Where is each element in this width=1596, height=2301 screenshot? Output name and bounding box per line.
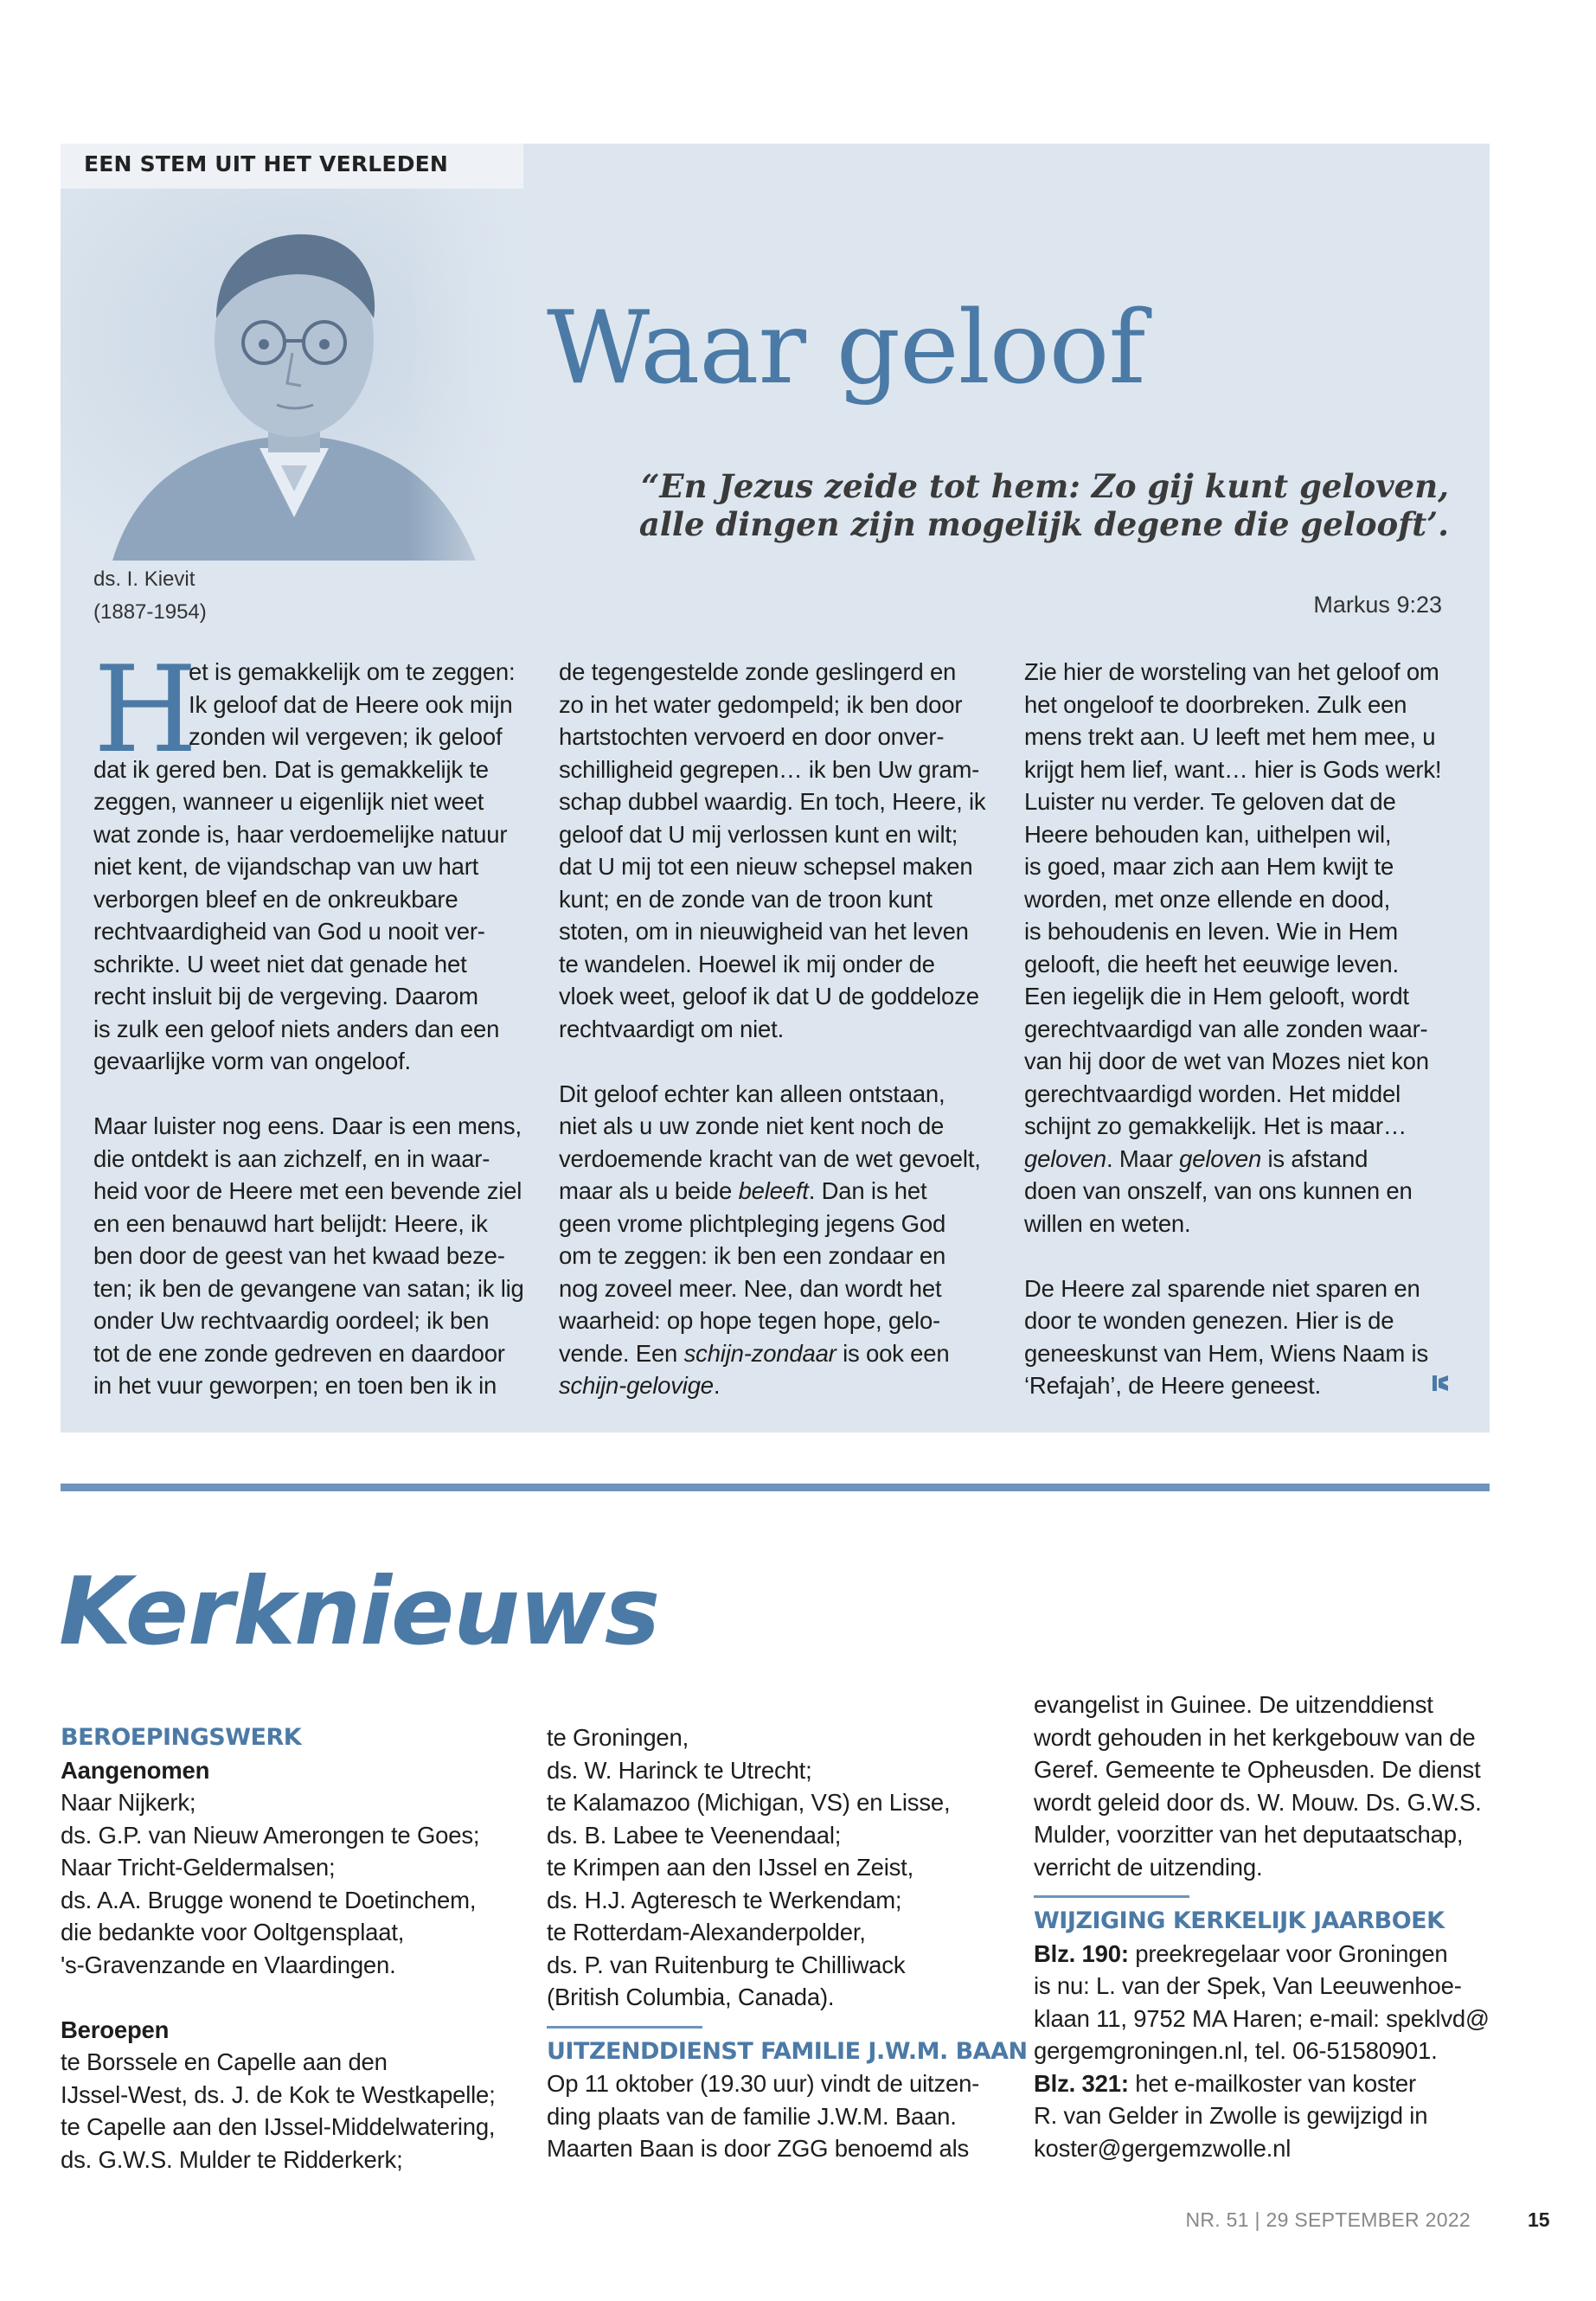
drop-cap: H: [93, 640, 198, 779]
news-line: Naar Nijkerk;: [61, 1789, 196, 1816]
news-line: ds. B. Labee te Veenendaal;: [547, 1821, 842, 1849]
text-line: zo in het water gedompeld; ik ben door: [559, 690, 963, 718]
news-line: te Capelle aan den IJssel-Middelwatering,: [61, 2113, 496, 2140]
text-line: niet als u uw zonde niet kent noch de: [559, 1112, 945, 1139]
text-line: Zie hier de worsteling van het geloof om: [1024, 658, 1439, 685]
text-line: dat ik gered ben. Dat is gemakkelijk te: [93, 755, 489, 783]
blz-label: Blz. 321:: [1034, 2069, 1129, 2097]
text-line: Heere behouden kan, uithelpen wil,: [1024, 820, 1392, 848]
text-line: Luister nu verder. Te geloven dat de: [1024, 788, 1396, 815]
news-column-2: [547, 1721, 1031, 2165]
text-span: het e-mailkoster van koster: [1128, 2069, 1416, 2097]
text-line: schrikte. U weet niet dat genade het: [93, 950, 467, 977]
news-line: Op 11 oktober (19.30 uur) vindt de uitzen-: [547, 2070, 980, 2097]
text-line: wat zonde is, haar verdoemelijke natuur: [93, 820, 508, 848]
news-line: [1034, 2067, 1518, 2100]
text-line: die ontdekt is aan zichzelf, en in waar-: [93, 1144, 490, 1172]
news-line: evangelist in Guinee. De uitzenddienst: [1034, 1691, 1433, 1718]
news-line: ds. P. van Ruitenburg te Chilliwack: [547, 1951, 906, 1978]
text-span: preekregelaar voor Groningen: [1128, 1939, 1448, 1967]
news-divider: [1034, 1895, 1189, 1898]
text-line: Een iegelijk die in Hem gelooft, wordt: [1024, 983, 1409, 1009]
news-line: te Borssele en Capelle aan den: [61, 2048, 388, 2075]
text-line: onder Uw rechtvaardig oordeel; ik ben: [93, 1307, 490, 1334]
text-line: heid voor de Heere met een bevende ziel: [93, 1177, 522, 1204]
italic-geloven: geloven: [1024, 1144, 1106, 1172]
text-span: maar als u beide: [559, 1177, 733, 1204]
news-line: wordt gehouden in het kerkgebouw van de: [1034, 1723, 1476, 1751]
text-line: vloek weet, geloof ik dat U de goddeloze: [559, 983, 979, 1009]
article-title: Waar geloof: [547, 290, 1145, 407]
text-line: van hij door de wet van Mozes niet kon: [1024, 1048, 1429, 1074]
text-line: et is gemakkelijk om te zeggen:: [189, 658, 516, 685]
text-line: is goed, maar zich aan Hem kwijt te: [1024, 853, 1394, 880]
news-line: ds. G.P. van Nieuw Amerongen te Goes;: [61, 1821, 480, 1849]
issue-info: NR. 51 | 29 SEPTEMBER 2022: [1185, 2208, 1471, 2231]
text-line: kunt; en de zonde van de troon kunt: [559, 885, 933, 913]
news-line: gergemgroningen.nl, tel. 06-51580901.: [1034, 2037, 1438, 2064]
news-subheading-jaarboek: WIJZIGING KERKELIJK JAARBOEK: [1034, 1907, 1445, 1934]
news-subheading-beroepingswerk: BEROEPINGSWERK: [61, 1724, 302, 1751]
text-line: gelooft, die heeft het eeuwige leven.: [1024, 950, 1399, 977]
section-label: EEN STEM UIT HET VERLEDEN: [84, 151, 449, 176]
text-line: gevaarlijke vorm van ongeloof.: [93, 1048, 411, 1074]
text-line: doen van onszelf, van ons kunnen en: [1024, 1177, 1413, 1204]
text-line: dat U mij tot een nieuw schepsel maken: [559, 853, 973, 880]
author-caption: [93, 563, 207, 629]
text-line: tot de ene zonde gedreven en daardoor: [93, 1339, 505, 1367]
text-line: willen en weten.: [1024, 1209, 1191, 1237]
news-line: te Kalamazoo (Michigan, VS) en Lisse,: [547, 1789, 951, 1816]
text-line: en een benauwd hart belijdt: Heere, ik: [93, 1209, 488, 1237]
news-line: ds. G.W.S. Mulder te Ridderkerk;: [61, 2145, 403, 2173]
article-column-2: [559, 656, 1026, 1402]
text-span: . Dan is het: [808, 1177, 927, 1204]
news-line: ds. W. Harinck te Utrecht;: [547, 1756, 812, 1784]
author-name: ds. I. Kievit: [93, 567, 195, 591]
text-line: [559, 1337, 1026, 1370]
author-years: (1887-1954): [93, 600, 207, 624]
text-line: gerechtvaardigd van alle zonden waar-: [1024, 1015, 1428, 1042]
text-line: stoten, om in nieuwigheid van het leven: [559, 918, 969, 945]
text-span: . Maar: [1106, 1144, 1180, 1172]
text-span: .: [713, 1372, 721, 1399]
text-line: geen vrome plichtpleging jegens God: [559, 1209, 946, 1237]
news-line: ds. H.J. Agteresch te Werkendam;: [547, 1886, 902, 1913]
news-line: die bedankte voor Ooltgensplaat,: [61, 1919, 405, 1945]
blz-label: Blz. 190:: [1034, 1939, 1129, 1967]
news-heading: Kerknieuws: [59, 1558, 660, 1666]
text-span: is ook een: [836, 1339, 950, 1367]
bible-quote-line-1: “En Jezus zeide tot hem: Zo gij kunt geloven,: [641, 467, 1449, 505]
news-line: ding plaats van de familie J.W.M. Baan.: [547, 2102, 957, 2130]
news-line: Naar Tricht-Geldermalsen;: [61, 1854, 336, 1881]
text-line: [559, 1175, 1026, 1208]
text-line: Ik geloof dat de Heere ook mijn: [189, 690, 513, 718]
text-line: schilligheid gegrepen… ik ben Uw gram-: [559, 755, 980, 783]
text-line: is zulk een geloof niets anders dan een: [93, 1015, 500, 1042]
text-line: zonden wil vergeven; ik geloof: [189, 723, 503, 750]
text-line: door te wonden genezen. Hier is de: [1024, 1307, 1394, 1334]
news-line: IJssel-West, ds. J. de Kok te Westkapelle;: [61, 2080, 496, 2108]
news-column-3: [1034, 1689, 1518, 2164]
italic-schijn-zondaar: schijn-zondaar: [683, 1339, 836, 1367]
text-line: om te zeggen: ik ben een zondaar en: [559, 1242, 946, 1269]
bible-quote-line-2: alle dingen zijn mogelijk degene die gelooft’.: [638, 505, 1449, 543]
text-line: ben door de geest van het kwaad beze-: [93, 1242, 505, 1269]
author-portrait: [61, 189, 523, 561]
news-line: Geref. Gemeente te Opheusden. De dienst: [1034, 1756, 1481, 1783]
section-divider: [61, 1484, 1490, 1491]
news-divider: [547, 2026, 702, 2029]
text-line: krijgt hem lief, want… hier is Gods werk!: [1024, 755, 1442, 783]
text-line: verborgen bleef en de onkreukbare: [93, 885, 458, 913]
news-line: Maarten Baan is door ZGG benoemd als: [547, 2135, 970, 2162]
quote-reference: Markus 9:23: [1313, 592, 1442, 618]
text-line: schap dubbel waardig. En toch, Heere, ik: [559, 788, 986, 815]
news-line: Mulder, voorzitter van het deputaatschap,: [1034, 1821, 1464, 1848]
news-line: te Rotterdam-Alexanderpolder,: [547, 1919, 866, 1945]
text-line: de tegengestelde zonde geslingerd en: [559, 658, 957, 685]
news-line: te Groningen,: [547, 1724, 689, 1751]
news-line: koster@gergemzwolle.nl: [1034, 2134, 1292, 2162]
news-subheading-uitzenddienst: UITZENDDIENST FAMILIE J.W.M. BAAN: [547, 2037, 1028, 2065]
italic-schijn-gelovige: schijn-gelovige: [559, 1372, 714, 1399]
text-line: Maar luister nog eens. Daar is een mens,: [93, 1112, 522, 1139]
text-line: geneeskunst van Hem, Wiens Naam is: [1024, 1339, 1429, 1367]
text-line: zeggen, wanneer u eigenlijk niet weet: [93, 788, 484, 815]
text-line: geloof dat U mij verlossen kunt en wilt;: [559, 820, 958, 848]
italic-geloven: geloven: [1179, 1144, 1262, 1172]
news-line: (British Columbia, Canada).: [547, 1984, 835, 2010]
news-line: klaan 11, 9752 MA Haren; e-mail: speklvd@: [1034, 2004, 1490, 2032]
text-line: worden, met onze ellende en dood,: [1024, 885, 1391, 913]
text-line: De Heere zal sparende niet sparen en: [1024, 1274, 1420, 1302]
news-line: wordt geleid door ds. W. Mouw. Ds. G.W.S.: [1034, 1788, 1482, 1816]
text-line: [1024, 1143, 1491, 1176]
italic-beleeft: beleeft: [738, 1177, 809, 1204]
text-line: niet kent, de vijandschap van uw hart: [93, 853, 479, 880]
text-line: verdoemende kracht van de wet gevoelt,: [559, 1144, 981, 1172]
news-line: R. van Gelder in Zwolle is gewijzigd in: [1034, 2102, 1428, 2129]
text-line: mens trekt aan. U leeft met hem mee, u: [1024, 723, 1436, 750]
text-span: is afstand: [1261, 1144, 1368, 1172]
end-mark-icon: [1431, 1374, 1450, 1393]
news-line: 's-Gravenzande en Vlaardingen.: [61, 1951, 396, 1978]
text-line: in het vuur geworpen; en toen ben ik in: [93, 1372, 497, 1399]
text-line: is behoudenis en leven. Wie in Hem: [1024, 918, 1398, 945]
news-line: ds. A.A. Brugge wonend te Doetinchem,: [61, 1886, 477, 1913]
news-line: verricht de uitzending.: [1034, 1853, 1263, 1881]
text-line: het ongeloof te doorbreken. Zulk een: [1024, 690, 1407, 718]
text-line: nog zoveel meer. Nee, dan wordt het: [559, 1274, 942, 1302]
news-line: is nu: L. van der Spek, Van Leeuwenhoe-: [1034, 1972, 1462, 1999]
text-line: ‘Refajah’, de Heere geneest.: [1024, 1372, 1321, 1399]
news-label-aangenomen: Aangenomen: [61, 1756, 210, 1784]
article-column-1: [93, 656, 561, 1402]
text-line: ten; ik ben de gevangene van satan; ik lig: [93, 1274, 524, 1302]
article-column-3: [1024, 656, 1491, 1402]
text-line: waarheid: op hope tegen hope, gelo-: [559, 1307, 940, 1334]
text-line: rechtvaardigt om niet.: [559, 1015, 785, 1042]
news-line: [1034, 1938, 1518, 1971]
text-line: gerechtvaardigd worden. Het middel: [1024, 1080, 1401, 1107]
news-column-1: [61, 1721, 545, 2176]
text-line: recht insluit bij de vergeving. Daarom: [93, 983, 478, 1009]
text-line: [559, 1369, 1026, 1402]
text-line: Dit geloof echter kan alleen ontstaan,: [559, 1080, 945, 1107]
text-line: rechtvaardigheid van God u nooit ver-: [93, 918, 485, 945]
text-line: hartstochten vervoerd en door onver-: [559, 723, 945, 750]
text-line: te wandelen. Hoewel ik mij onder de: [559, 950, 935, 977]
news-label-beroepen: Beroepen: [61, 2016, 170, 2043]
text-line: schijnt zo gemakkelijk. Het is maar…: [1024, 1112, 1407, 1139]
news-line: te Krimpen aan den IJssel en Zeist,: [547, 1854, 914, 1881]
text-span: vende. Een: [559, 1339, 678, 1367]
page-number: 15: [1528, 2208, 1550, 2231]
